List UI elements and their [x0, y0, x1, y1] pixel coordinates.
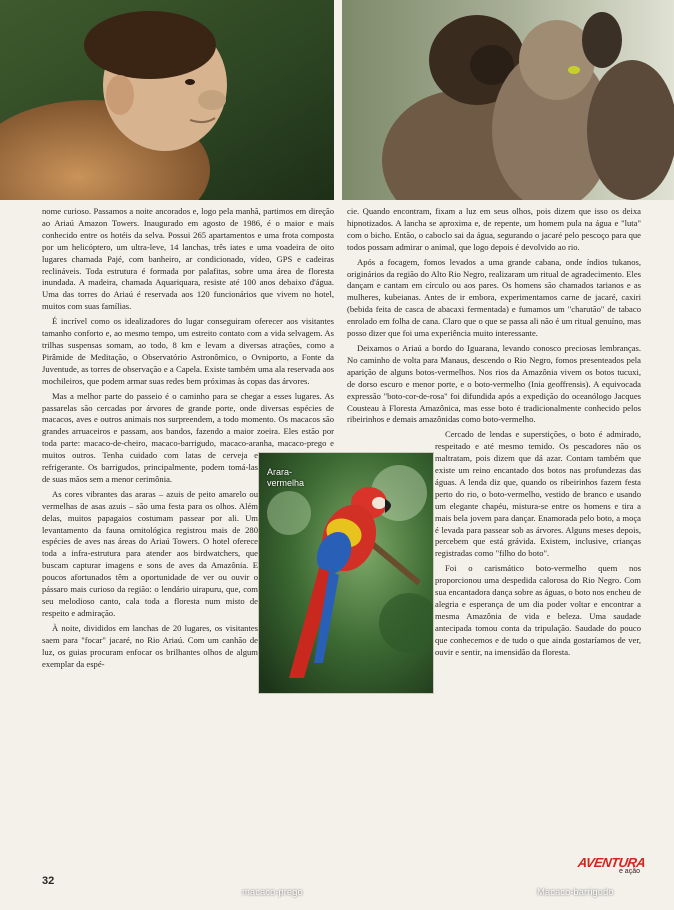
paragraph: À noite, divididos em lanchas de 20 lugares, os visitantes saem para "focar" jacaré, no Rio Ariaú. Com um canhão de luz, os guias procuram enfocar os brilhantes olhos de algum exemplar da espé- [42, 622, 258, 669]
macaco-barrigudo-image [342, 0, 674, 200]
caption-arara-vermelha: Arara-vermelha [267, 467, 305, 488]
page-number: 32 [42, 875, 55, 887]
paragraph: Deixamos o Ariaú a bordo do Iguarana, levando conosco preciosas lembranças. No caminho de volta para Manaus, descendo o Rio Negro, fomos presenteados pela aparição de alguns botos-vermelhos. Nos rios da Amazônia vivem os botos tucuxi, de dorso escuro e menor porte, e o boto-vermelho (Inia geoffrensis). A equivocada expressão "boto-cor-de-rosa" foi difundida após a expedição do oceanólogo Jacques Cousteau à Floresta Amazônica, mas esse boto é tradicionalmente conhecido pelos ribeirinhos e demais amazônidas como boto-vermelho. [347, 342, 641, 425]
photo-macaco-barrigudo [342, 0, 674, 200]
paragraph: Após a focagem, fomos levados a uma grande cabana, onde índios tukanos, originários da região do Alto Rio Negro, realizaram um ritual de agradecimento. Eles dançam e cantam em círculo ou aos pares. Os homens são chamados tarianos e as mulheres, kubeianas. Antes de ir embora, experimentamos carne de jacaré, caxiri (bebida feita de casca de abacaxi fermentada) e fumamos um "charutão" de tabaco enrolado em folha de cana. Claro que o que se passa ali não é um ritual genuíno, mas posso dizer que foi uma experiência muito interessante. [347, 256, 641, 339]
arara-vermelha-image [259, 453, 433, 693]
photo-arara-vermelha [258, 452, 434, 694]
paragraph: Foi o carismático boto-vermelho quem nos proporcionou uma despedida calorosa do Rio Negro. Com sua encantadora dança sobre as águas, o boto nos encheu de alegria e esperança de um dia poder voltar e encontrar a mesma Amazônia de vida e beleza. Uma saudade antecipada tomou conta da tripulação. Saudade do pouco que conhecemos e de tudo o que ainda gostaríamos de ver, ouvir e sentir, na imensidão da floresta. [435, 563, 641, 657]
caption-macaco-prego: macaco-prego [242, 887, 303, 898]
paragraph: Cercado de lendas e superstições, o boto é admirado, respeitado e até mesmo temido. Os pescadores não os maltratam, pois dizem que dá azar. Contam também que existe um reino encantado dos botos nas profundezas das águas. A lenda diz que, quando os ribeirinhos fazem festa perto do rio, o boto-vermelho, vestido de branco e usando um elegante chapéu, mistura-se entre os homens e tira a mais bela jovem para dançar. Enamorada pelo boto, a moça é levada para passear sob as árvores. Alguns meses depois, percebem que está grávida. Existem, inclusive, crianças registradas como "filho do boto". [435, 429, 641, 559]
paragraph: É incrível como os idealizadores do lugar conseguiram oferecer aos visitantes tamanho conforto e, ao mesmo tempo, um estreito contato com a vida selvagem. As trilhas suspensas somam, ao todo, 8 km e levam a diversas atrações, como a Pirâmide de Meditação, o Observatório Astronômico, o Ovniporto, a Fonte da Juventude, as torres de observação e a Capela. Existe também uma ala reservada aos mochileiros, que podem armar suas redes bem próximas às copas das árvores. [42, 316, 334, 386]
paragraph: As cores vibrantes das araras – azuis de peito amarelo ou vermelhas de asas azuis – são uma festa para os olhos. Além delas, muitos papagaios costumam passear por ali. Um levantamento da fauna ornitológica registrou mais de 280 espécies de aves nas áreas do Ariaú Towers. O hotel oferece toda a infra-estrutura para atender aos birdwatchers, que buscam capturar imagens e sons de aves da Amazônia. E poucos afortunados têm a oportunidade de ver ou ouvir o pássaro mais curioso da região: o lendário uirapuru, que, com seu melodioso canto, cala toda a floresta num misto de respeito e admiração. [42, 488, 258, 618]
logo-main-text: AVENTURA [576, 855, 647, 870]
paragraph: nome curioso. Passamos a noite ancorados e, logo pela manhã, partimos em direção ao Ariaú Amazon Towers. Inaugurado em agosto de 1986, é o maior e mais conhecido entre os hotéis da selva. Possui 265 apartamentos e uma frota composta por um helicóptero, um ultra-leve, 14 lanchas, três iates e uma voadeira de oito lugares chamada Pajé, com banheiro, ar condicionado, vídeo, GPS e cadeiras reclináveis. Toda estrutura é formada por palafitas, sobre uma área de floresta inundada. A madeira, chamada Aquariquara, resiste até 100 anos debaixo d'água. Uma das torres do Ariaú é reservada aos 120 funcionários que vivem no hotel, muitos com suas famílias. [42, 206, 334, 312]
aventura-logo [578, 855, 648, 885]
logo-sub-text: e ação [618, 868, 640, 875]
paragraph: cie. Quando encontram, fixam a luz em seus olhos, pois dizem que isso os deixa hipnotizados. A lancha se aproxima e, de repente, um homem pula na água e "luta" com o bicho. Então, o caboclo sai da água, segurando o jacaré pelo pescoço para que todos possam admirar o animal, que logo depois é devolvido ao rio. [347, 206, 641, 252]
paragraph: Mas a melhor parte do passeio é o caminho para se chegar a esses lugares. As passarelas são cercadas por árvores de grande porte, onde diversas espécies de macacos, aves e outros animais nos surpreendem, a todo momento. Os macacos são grandes arruaceiros e passam, aos bandos, fazendo a maior zoeira. Eles estão por toda parte: macaco-de-cheiro, macaco-barrigudo, macaco-aranha, macaco-prego e muitos outros. Tenha cuidado com latas de cerveja e refrigerante. Os barrigudos, principalmente, podem tomá-las de suas mãos sem a menor cerimônia. [42, 390, 334, 484]
photo-macaco-prego [0, 0, 334, 200]
caption-macaco-barrigudo: Macaco-barrigudo [537, 887, 614, 898]
macaco-prego-image [0, 0, 334, 200]
